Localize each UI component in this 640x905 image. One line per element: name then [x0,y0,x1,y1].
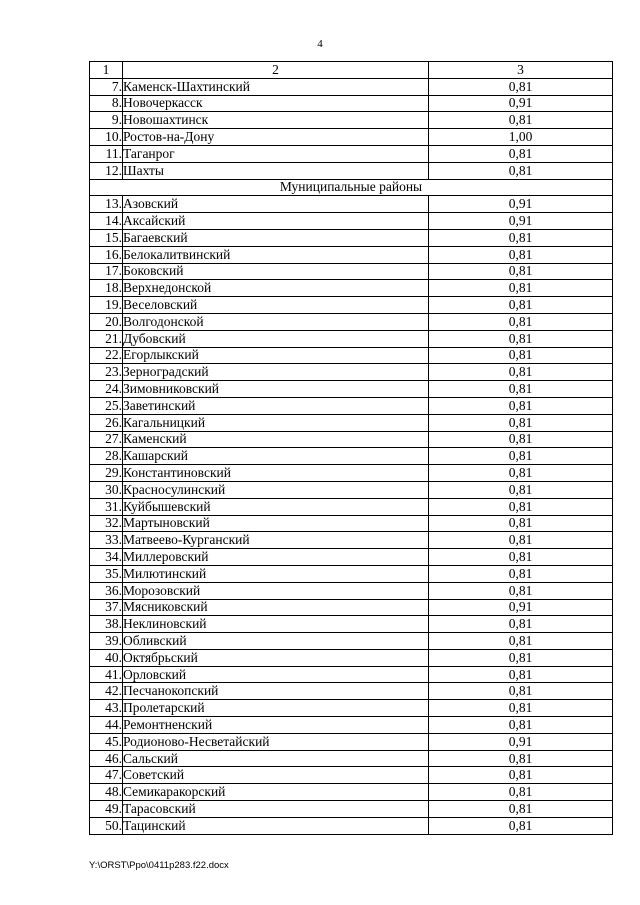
row-value: 0,81 [429,515,613,532]
row-value: 0,81 [429,397,613,414]
row-number: 34. [90,549,123,566]
row-number: 10. [90,129,123,146]
row-name: Константиновский [123,465,429,482]
row-value: 0,81 [429,767,613,784]
row-number: 39. [90,633,123,650]
row-number: 47. [90,767,123,784]
row-value: 0,81 [429,784,613,801]
table-row [90,515,613,532]
row-number: 41. [90,666,123,683]
row-value: 0,81 [429,683,613,700]
row-value: 0,91 [429,733,613,750]
row-number: 7. [90,78,123,95]
row-number: 38. [90,616,123,633]
row-name: Заветинский [123,397,429,414]
table-row [90,229,613,246]
row-number: 29. [90,465,123,482]
table-row [90,129,613,146]
row-number: 49. [90,801,123,818]
row-name: Новошахтинск [123,112,429,129]
row-value: 0,91 [429,95,613,112]
row-number: 17. [90,263,123,280]
row-number: 25. [90,397,123,414]
row-name: Родионово-Несветайский [123,733,429,750]
table-row [90,582,613,599]
table-row [90,297,613,314]
table-body [90,62,613,835]
row-name: Дубовский [123,330,429,347]
row-number: 11. [90,145,123,162]
row-name: Неклиновский [123,616,429,633]
row-value: 0,81 [429,313,613,330]
table-row [90,599,613,616]
row-name: Кашарский [123,448,429,465]
row-value: 0,81 [429,465,613,482]
row-value: 0,81 [429,431,613,448]
row-number: 40. [90,649,123,666]
row-value: 0,81 [429,448,613,465]
row-value: 0,81 [429,750,613,767]
row-number: 44. [90,717,123,734]
table-row [90,313,613,330]
table-row [90,817,613,834]
table-row [90,95,613,112]
row-value: 0,81 [429,817,613,834]
table-row [90,549,613,566]
table-row [90,633,613,650]
row-name: Мясниковский [123,599,429,616]
row-number: 9. [90,112,123,129]
row-value: 0,81 [429,616,613,633]
table-row [90,733,613,750]
file-path-footer: Y:\ORST\Ppo\0411p283.f22.docx [89,860,229,871]
row-name: Миллеровский [123,549,429,566]
row-value: 0,81 [429,112,613,129]
row-name: Тацинский [123,817,429,834]
row-value: 0,81 [429,414,613,431]
row-name: Белокалитвинский [123,246,429,263]
row-number: 42. [90,683,123,700]
table-row [90,213,613,230]
row-name: Багаевский [123,229,429,246]
table-row [90,767,613,784]
row-value: 0,81 [429,162,613,179]
row-value: 0,81 [429,481,613,498]
row-number: 50. [90,817,123,834]
row-name: Октябрьский [123,649,429,666]
table-header-row [90,62,613,79]
row-name: Аксайский [123,213,429,230]
row-number: 8. [90,95,123,112]
row-name: Каменский [123,431,429,448]
row-value: 0,81 [429,330,613,347]
row-value: 0,81 [429,498,613,515]
table-row [90,498,613,515]
row-number: 26. [90,414,123,431]
row-number: 33. [90,532,123,549]
table-row [90,246,613,263]
row-number: 18. [90,280,123,297]
row-name: Верхнедонской [123,280,429,297]
row-value: 0,81 [429,801,613,818]
row-number: 36. [90,582,123,599]
row-value: 0,81 [429,565,613,582]
table-row [90,381,613,398]
table-row [90,700,613,717]
table-row [90,750,613,767]
table-row [90,431,613,448]
row-number: 45. [90,733,123,750]
row-number: 43. [90,700,123,717]
row-name: Песчанокопский [123,683,429,700]
row-value: 0,81 [429,532,613,549]
row-value: 1,00 [429,129,613,146]
row-number: 21. [90,330,123,347]
section-row [90,179,613,196]
row-value: 0,81 [429,649,613,666]
row-name: Боковский [123,263,429,280]
row-value: 0,81 [429,700,613,717]
row-number: 35. [90,565,123,582]
row-name: Матвеево-Курганский [123,532,429,549]
table-row [90,649,613,666]
row-name: Зимовниковский [123,381,429,398]
row-name: Веселовский [123,297,429,314]
table-row [90,801,613,818]
row-value: 0,81 [429,381,613,398]
row-number: 48. [90,784,123,801]
row-number: 14. [90,213,123,230]
row-name: Ремонтненский [123,717,429,734]
row-value: 0,81 [429,229,613,246]
table-row [90,145,613,162]
table-row [90,280,613,297]
row-number: 23. [90,364,123,381]
row-number: 13. [90,196,123,213]
row-value: 0,91 [429,213,613,230]
row-name: Волгодонской [123,313,429,330]
row-name: Зерноградский [123,364,429,381]
table-row [90,616,613,633]
row-value: 0,81 [429,280,613,297]
row-number: 19. [90,297,123,314]
column-header-name: 2 [123,62,429,79]
row-number: 16. [90,246,123,263]
table-row [90,364,613,381]
row-number: 12. [90,162,123,179]
row-value: 0,81 [429,364,613,381]
table-row [90,330,613,347]
row-name: Обливский [123,633,429,650]
table-row [90,532,613,549]
table-row [90,666,613,683]
row-name: Кагальницкий [123,414,429,431]
row-name: Красносулинский [123,481,429,498]
row-name: Таганрог [123,145,429,162]
row-name: Шахты [123,162,429,179]
row-value: 0,81 [429,717,613,734]
row-value: 0,81 [429,297,613,314]
table-row [90,162,613,179]
table-row [90,784,613,801]
coefficient-table [89,61,613,835]
row-name: Милютинский [123,565,429,582]
row-name: Егорлыкский [123,347,429,364]
row-name: Куйбышевский [123,498,429,515]
table-row [90,414,613,431]
row-name: Морозовский [123,582,429,599]
row-number: 27. [90,431,123,448]
table-row [90,347,613,364]
table-row [90,481,613,498]
table-row [90,78,613,95]
row-number: 15. [90,229,123,246]
table-row [90,683,613,700]
row-number: 28. [90,448,123,465]
row-name: Новочеркасск [123,95,429,112]
table-row [90,717,613,734]
table-row [90,263,613,280]
row-number: 46. [90,750,123,767]
row-number: 20. [90,313,123,330]
row-number: 30. [90,481,123,498]
row-name: Орловский [123,666,429,683]
row-value: 0,81 [429,549,613,566]
row-name: Мартыновский [123,515,429,532]
row-value: 0,81 [429,78,613,95]
row-name: Ростов-на-Дону [123,129,429,146]
row-value: 0,81 [429,347,613,364]
table-row [90,112,613,129]
row-value: 0,81 [429,582,613,599]
column-header-value: 3 [429,62,613,79]
row-name: Пролетарский [123,700,429,717]
table-row [90,448,613,465]
row-name: Семикаракорский [123,784,429,801]
row-number: 32. [90,515,123,532]
row-name: Азовский [123,196,429,213]
table-row [90,397,613,414]
column-header-number: 1 [90,62,123,79]
row-name: Каменск-Шахтинский [123,78,429,95]
row-value: 0,81 [429,633,613,650]
row-value: 0,81 [429,666,613,683]
row-number: 24. [90,381,123,398]
row-name: Тарасовский [123,801,429,818]
row-name: Сальский [123,750,429,767]
row-value: 0,91 [429,599,613,616]
row-value: 0,81 [429,263,613,280]
table-row [90,196,613,213]
section-title: Муниципальные районы [90,179,613,196]
table-row [90,565,613,582]
table-row [90,465,613,482]
row-value: 0,81 [429,145,613,162]
row-number: 31. [90,498,123,515]
row-name: Советский [123,767,429,784]
row-value: 0,81 [429,246,613,263]
row-number: 22. [90,347,123,364]
row-value: 0,91 [429,196,613,213]
page-number: 4 [317,38,323,50]
row-number: 37. [90,599,123,616]
